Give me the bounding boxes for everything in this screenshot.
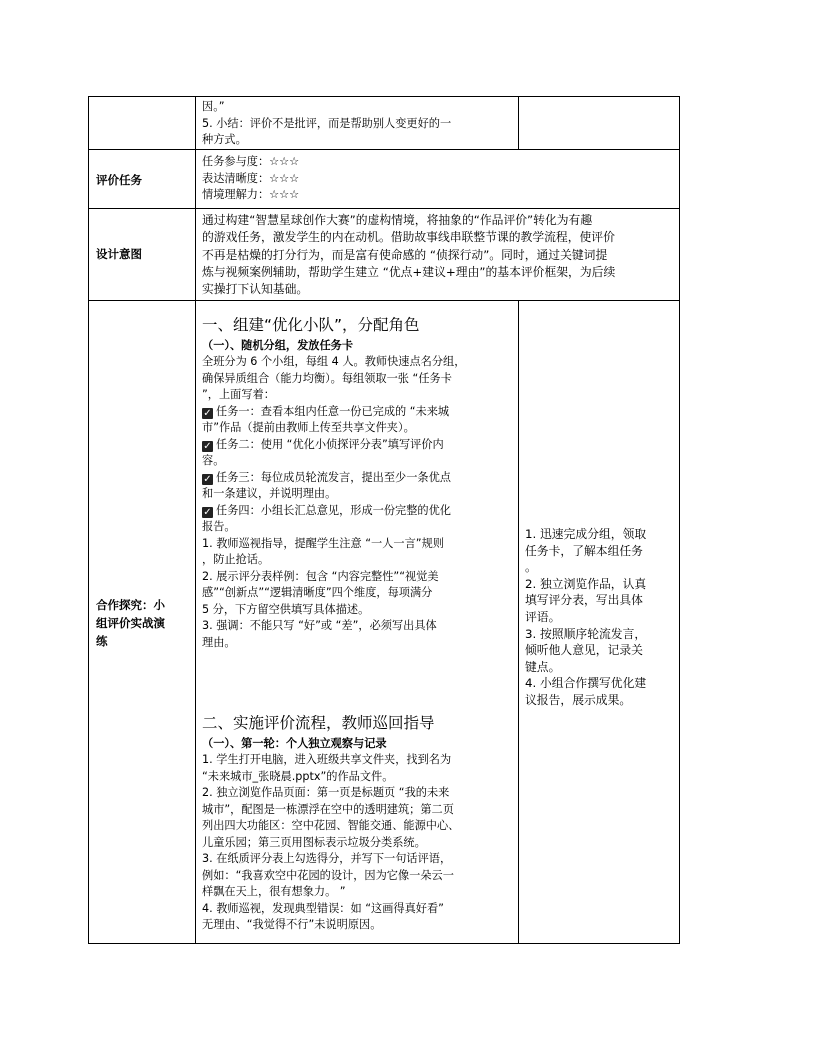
text-line: 容。 — [202, 454, 225, 467]
section-subheading: （一）、第一轮：个人独立观察与记录 — [202, 737, 387, 750]
text-line: 不再是枯燥的打分行为，而是富有使命感的 “侦探行动”。同时，通过关键词提 — [202, 247, 608, 262]
text-line: 5. 小结：评价不是批评，而是帮助别人变更好的一 — [202, 116, 452, 130]
table-border-right — [679, 96, 680, 944]
table-border-left — [88, 96, 89, 944]
table-column-divider-1 — [195, 96, 196, 944]
table-border-bottom — [88, 943, 680, 944]
text-line: 键点。 — [525, 659, 561, 674]
text-line: 列出四大功能区：空中花园、智能交通、能源中心、 — [202, 819, 460, 832]
table-column-divider-2 — [518, 96, 519, 149]
section-heading: 二、实施评价流程，教师巡回指导 — [202, 714, 435, 732]
text-line: 任务卡，了解本组任务 — [525, 543, 643, 558]
rating-line: 任务参与度：☆☆☆ — [202, 155, 300, 168]
text-line: 样飘在天上，很有想象力。 ” — [202, 885, 346, 898]
text-line: 2. 展示评分表样例：包含 “内容完整性”“视觉美 — [202, 569, 439, 583]
label-line: 练 — [96, 634, 108, 648]
text-line: 的游戏任务，激发学生的内在动机。借助故事线串联整节课的教学流程，使评价 — [202, 230, 615, 245]
rating-line: 情境理解力：☆☆☆ — [202, 188, 300, 201]
text-line: 。 — [525, 560, 537, 575]
text-line: 1. 教师巡视指导，提醒学生注意 “一人一言”规则 — [202, 536, 444, 550]
checkbox-icon: ✓ — [203, 473, 212, 485]
text-line: 理由。 — [202, 635, 236, 649]
task-item — [202, 437, 516, 454]
table-row-divider-1 — [88, 149, 680, 150]
text-line: 儿童乐园；第三页用图标表示垃圾分类系统。 — [202, 835, 426, 849]
text-line: 5 分，下方留空供填写具体描述。 — [202, 602, 370, 616]
label-line: 合作探究：小 — [96, 598, 165, 612]
task-text: 任务三：每位成员轮流发言，提出至少一条优点 — [216, 470, 451, 484]
lesson-plan-table — [88, 96, 680, 944]
row-label-cooperative-inquiry — [96, 596, 192, 650]
text-line: 报告。 — [202, 520, 236, 533]
checkbox-icon: ✓ — [203, 506, 212, 518]
teacher-activity-section-2 — [202, 712, 516, 934]
row-label-design-intent: 设计意图 — [96, 247, 142, 261]
text-line: 确保异质组合（能力均衡）。每组领取一张 “任务卡 — [202, 371, 452, 385]
text-line: ，防止抢话。 — [202, 553, 270, 566]
text-line: ”，上面写着： — [202, 388, 275, 401]
text-line: “未来城市_张晓晨.pptx”的作品文件。 — [202, 769, 394, 783]
teacher-activity-section-1 — [202, 314, 516, 651]
text-line: 全班分为 6 个小组，每组 4 人。教师快速点名分组， — [202, 355, 466, 368]
design-intent-text — [202, 212, 676, 298]
text-line: 通过构建“智慧星球创作大赛”的虚构情境，将抽象的“作品评价”转化为有趣 — [202, 213, 593, 227]
rating-line: 表达清晰度：☆☆☆ — [202, 171, 300, 185]
task-text: 任务四：小组长汇总意见，形成一份完整的优化 — [216, 503, 451, 517]
text-line: 城市”，配图是一栋漂浮在空中的透明建筑；第二页 — [202, 802, 454, 816]
text-line: 2. 独立浏览作品，认真 — [525, 576, 647, 591]
text-line: 实操打下认知基础。 — [202, 282, 309, 297]
text-line: 无理由、“我觉得不行”未说明原因。 — [202, 918, 382, 931]
table-border-top — [88, 96, 680, 97]
task-item — [202, 470, 516, 487]
student-activity-list — [525, 526, 677, 709]
text-line: 4. 教师巡视，发现典型错误：如 “这画得真好看” — [202, 901, 444, 915]
text-line: 种方式。 — [202, 133, 247, 146]
text-line: 评语。 — [525, 609, 561, 624]
table-column-divider-2b — [518, 300, 519, 944]
text-line: 4. 小组合作撰写优化建 — [525, 676, 647, 691]
text-line: 倾听他人意见，记录关 — [525, 643, 643, 658]
text-line: 2. 独立浏览作品页面：第一页是标题页 “我的未来 — [202, 786, 450, 799]
text-line: 因。” — [202, 100, 225, 113]
text-line: 感”“创新点”“逻辑清晰度”四个维度，每项满分 — [202, 586, 433, 599]
section-subheading: （一）、随机分组，发放任务卡 — [202, 339, 354, 352]
task-text: 任务一：查看本组内任意一份已完成的 “未来城 — [216, 404, 450, 418]
task-text: 任务二：使用 “优化小侦探评分表”填写评价内 — [216, 437, 444, 451]
task-item — [202, 503, 516, 520]
label-line: 组评价实战演 — [96, 616, 165, 630]
text-line: 1. 学生打开电脑，进入班级共享文件夹，找到名为 — [202, 753, 452, 766]
table-row-divider-3 — [88, 300, 680, 301]
text-line: 3. 按照顺序轮流发言， — [525, 626, 647, 641]
text-line: 例如：“我喜欢空中花园的设计，因为它像一朵云一 — [202, 868, 454, 882]
text-line: 1. 迅速完成分组，领取 — [525, 527, 647, 541]
text-line: 市”作品（提前由教师上传至共享文件夹）。 — [202, 421, 415, 434]
text-line: 3. 强调：不能只写 “好”或 “差”，必须写出具体 — [202, 619, 437, 632]
section-heading: 一、组建“优化小队”，分配角色 — [202, 316, 420, 334]
text-line: 炼与视频案例辅助，帮助学生建立 “优点+建议+理由”的基本评价框架，为后续 — [202, 264, 616, 279]
row1-content — [202, 99, 514, 149]
text-line: 填写评分表，写出具体 — [525, 593, 643, 608]
checkbox-icon: ✓ — [203, 440, 212, 452]
row-label-evaluation-task: 评价任务 — [96, 173, 142, 187]
text-line: 3. 在纸质评分表上勾选得分，并写下一句话评语， — [202, 852, 452, 865]
task-item — [202, 404, 516, 421]
table-row-divider-2 — [88, 208, 680, 209]
evaluation-task-list — [202, 154, 514, 204]
text-line: 议报告，展示成果。 — [525, 692, 632, 707]
checkbox-icon: ✓ — [203, 407, 212, 419]
text-line: 和一条建议，并说明理由。 — [202, 487, 337, 500]
